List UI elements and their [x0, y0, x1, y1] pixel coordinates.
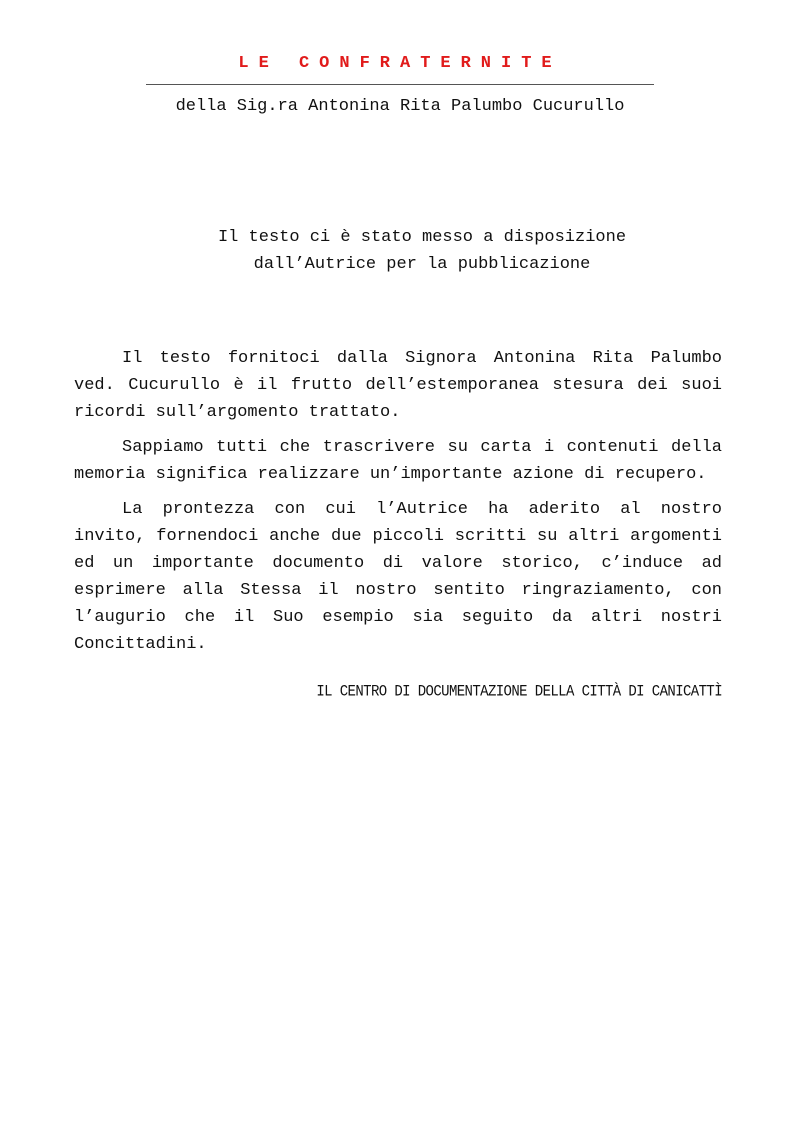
- paragraph: Il testo fornitoci dalla Signora Antonina Rita Palumbo ved. Cucurullo è il frutto dell’estemporanea stesura dei suoi ricordi sull’argomento trattato.: [74, 349, 722, 422]
- intro-note: [0, 224, 800, 278]
- paragraph: Sappiamo tutti che trascrivere su carta i contenuti della memoria significa realizzare un’importante azione di recupero.: [74, 438, 722, 484]
- paragraph: La prontezza con cui l’Autrice ha aderito al nostro invito, fornendoci anche due piccoli scritti su altri argomenti ed un importante documento di valore storico, c’induce ad esprimere alla Stessa il nostro sentito ringraziamento, con l’augurio che il Suo esempio sia seguito da altri nostri Concittadini.: [74, 500, 722, 654]
- body-text: [74, 345, 722, 666]
- title-underline: [146, 84, 654, 85]
- intro-line: Il testo ci è stato messo a disposizione: [217, 228, 627, 247]
- author-line: della Sig.ra Antonina Rita Palumbo Cucurullo: [175, 97, 625, 116]
- document-title: LE CONFRATERNITE: [238, 54, 562, 73]
- signature: IL CENTRO DI DOCUMENTAZIONE DELLA CITTÀ DI CANICATTÌ: [316, 683, 722, 702]
- intro-line: dall’Autrice per la pubblicazione: [253, 255, 591, 274]
